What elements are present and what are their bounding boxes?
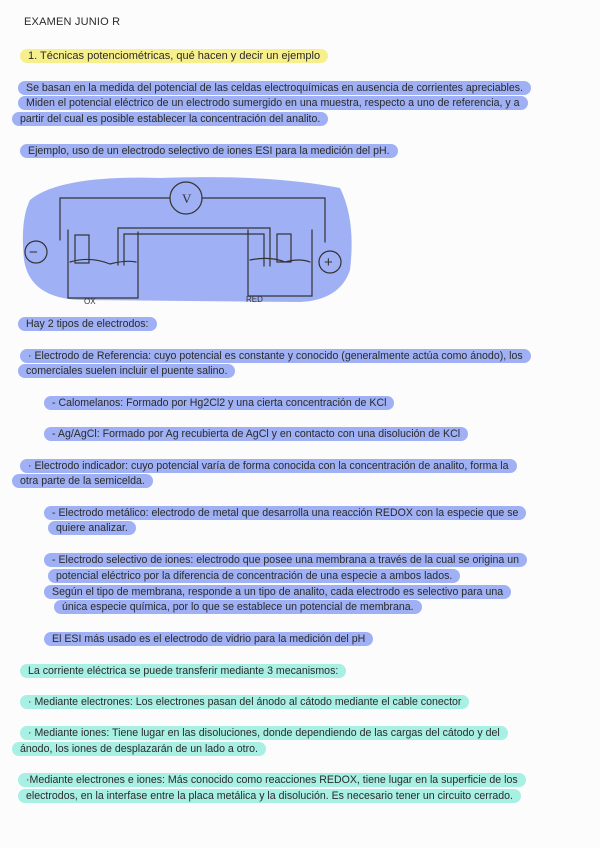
indicator-text-1: · Electrodo indicador: cuyo potencial varía de forma conocida con la concentración de analito, forma la <box>20 459 517 473</box>
ions-text-1: · Mediante iones: Tiene lugar en las disoluciones, donde dependiendo de las cargas del cátodo y del <box>20 726 508 740</box>
electrons-line <box>20 695 469 710</box>
ox-label: OX <box>84 297 96 306</box>
intro-line-3 <box>12 112 328 127</box>
ions-line-2 <box>12 742 266 757</box>
both-line-2 <box>18 789 521 804</box>
question-text: 1. Técnicas potenciométricas, qué hacen y decir un ejemplo <box>20 49 328 63</box>
types-heading-text: Hay 2 tipos de electrodos: <box>18 317 157 331</box>
metallic-line-1 <box>44 506 526 521</box>
ise-line-1 <box>44 553 527 568</box>
ise-text-3: Según el tipo de membrana, responde a un tipo de analito, cada electrodo es selectivo para una <box>44 585 511 599</box>
reference-line-2 <box>18 364 235 379</box>
both-text-1: ·Mediante electrones e iones: Más conocido como reacciones REDOX, tiene lugar en la superficie de los <box>18 773 526 787</box>
ise-line-4 <box>54 600 422 615</box>
voltmeter-label: V <box>182 191 192 206</box>
calomel-line <box>44 396 394 411</box>
reference-line-1 <box>20 349 531 364</box>
intro-text-1: Se basan en la medida del potencial de las celdas electroquímicas en ausencia de corrientes apreciables. <box>18 81 531 95</box>
ise-text-4: única especie química, por lo que se establece un potencial de membrana. <box>54 600 422 614</box>
ions-text-2: ánodo, los iones de desplazarán de un lado a otro. <box>12 742 266 756</box>
red-label: RED <box>246 295 263 304</box>
ions-line-1 <box>20 726 508 741</box>
current-heading-text: La corriente eléctrica se puede transferir mediante 3 mecanismos: <box>20 664 346 678</box>
current-heading <box>20 664 346 679</box>
both-text-2: electrodos, en la interfase entre la placa metálica y la disolución. Es necesario tener un circuito cerrado. <box>18 789 521 803</box>
ise-text-2: potencial eléctrico por la diferencia de concentración de una especie a ambos lados. <box>48 569 460 583</box>
metallic-text-1: - Electrodo metálico: electrodo de metal que desarrolla una reacción REDOX con la especie que se <box>44 506 526 520</box>
document-title: EXAMEN JUNIO R <box>24 16 121 28</box>
intro-text-2: Miden el potencial eléctrico de un electrodo sumergido en una muestra, respecto a uno de referencia, y a <box>18 96 528 110</box>
both-line-1 <box>18 773 526 788</box>
intro-text-3: partir del cual es posible establecer la concentración del analito. <box>12 112 328 126</box>
metallic-line-2 <box>48 521 136 536</box>
example-line <box>20 144 398 159</box>
calomel-text: - Calomelanos: Formado por Hg2Cl2 y una cierta concentración de KCl <box>44 396 394 410</box>
agagcl-line <box>44 427 468 442</box>
intro-line-1 <box>18 81 531 96</box>
indicator-text-2: otra parte de la semicelda. <box>12 474 153 488</box>
ise-line-2 <box>48 569 460 584</box>
reference-text-1: · Electrodo de Referencia: cuyo potencial es constante y conocido (generalmente actúa como ánodo), los <box>20 349 531 363</box>
electrochemical-cell-diagram <box>20 170 360 306</box>
metallic-text-2: quiere analizar. <box>48 521 136 535</box>
example-text: Ejemplo, uso de un electrodo selectivo de iones ESI para la medición del pH. <box>20 144 398 158</box>
intro-line-2 <box>18 96 528 111</box>
ise-text-1: - Electrodo selectivo de iones: electrodo que posee una membrana a través de la cual se origina un <box>44 553 527 567</box>
indicator-line-1 <box>20 459 517 474</box>
reference-text-2: comerciales suelen incluir el puente salino. <box>18 364 235 378</box>
plus-sign: + <box>324 254 333 271</box>
agagcl-text: - Ag/AgCl: Formado por Ag recubierta de AgCl y en contacto con una disolución de KCl <box>44 427 468 441</box>
electrons-text: · Mediante electrones: Los electrones pasan del ánodo al cátodo mediante el cable conector <box>20 695 469 709</box>
indicator-line-2 <box>12 474 153 489</box>
minus-sign: − <box>29 244 38 261</box>
glass-line <box>44 632 373 647</box>
question-heading <box>20 49 328 64</box>
glass-text: El ESI más usado es el electrodo de vidrio para la medición del pH <box>44 632 373 646</box>
ise-line-3 <box>44 585 511 600</box>
types-heading <box>18 317 157 332</box>
